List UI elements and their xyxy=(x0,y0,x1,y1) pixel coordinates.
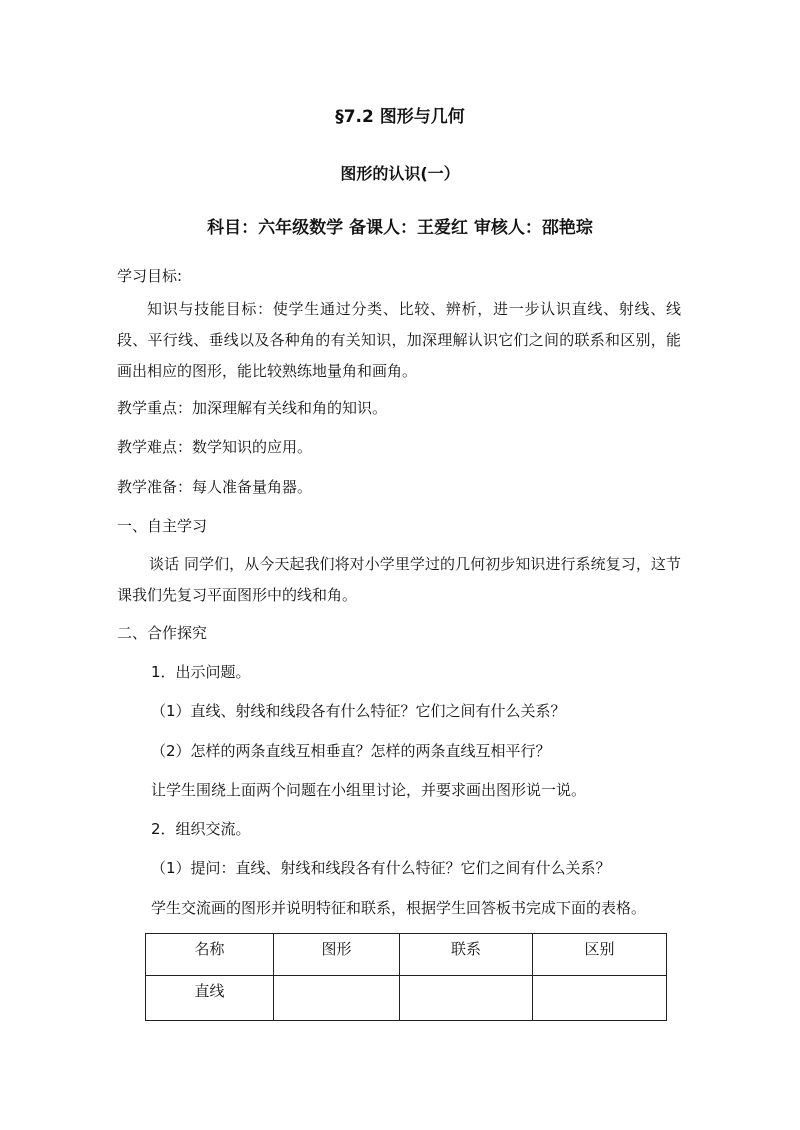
talk-paragraph: 谈话 同学们，从今天起我们将对小学里学过的几何初步知识进行系统复习，这节课我们先复习平面图形中的线和角。 xyxy=(117,555,681,604)
question-2: （2）怎样的两条直线互相垂直？怎样的两条直线互相平行？ xyxy=(151,742,551,760)
teacher-question: （1）提问：直线、射线和线段各有什么特征？它们之间有什么关系？ xyxy=(151,859,611,877)
lines-comparison-table xyxy=(145,933,667,1021)
step-1-show-questions: 1．出示问题。 xyxy=(151,663,251,681)
document-meta: 科目：六年级数学 备课人：王爱红 审核人：邵艳琮 xyxy=(207,218,593,238)
table-cell xyxy=(533,976,667,1021)
question-1: （1）直线、射线和线段各有什么特征？它们之间有什么关系？ xyxy=(151,702,566,720)
learning-goals-label: 学习目标: xyxy=(117,267,183,285)
document-subtitle: 图形的认识(一） xyxy=(340,164,460,183)
table-cell: 直线 xyxy=(146,976,274,1021)
table-header-cell: 名称 xyxy=(146,934,274,976)
student-exchange-instruction: 学生交流画的图形并说明特征和联系，根据学生回答板书完成下面的表格。 xyxy=(151,899,647,917)
teaching-preparation: 教学准备：每人准备量角器。 xyxy=(117,478,313,496)
table-header-cell: 联系 xyxy=(400,934,533,976)
table-header-row xyxy=(146,934,667,976)
table-cell xyxy=(400,976,533,1021)
table-cell xyxy=(274,976,400,1021)
section-heading-cooperative-exploration: 二、合作探究 xyxy=(117,624,208,642)
document-title: §7.2 图形与几何 xyxy=(335,107,465,127)
section-heading-self-study: 一、自主学习 xyxy=(117,517,208,535)
teaching-key-point: 教学重点：加深理解有关线和角的知识。 xyxy=(117,399,388,417)
table-header-cell: 区别 xyxy=(533,934,667,976)
step-2-organize-exchange: 2．组织交流。 xyxy=(151,820,251,838)
table-header-cell: 图形 xyxy=(274,934,400,976)
table-row xyxy=(146,976,667,1021)
discussion-instruction: 让学生围绕上面两个问题在小组里讨论，并要求画出图形说一说。 xyxy=(151,781,587,799)
learning-goals-paragraph: 知识与技能目标：使学生通过分类、比较、辨析，进一步认识直线、射线、线段、平行线、垂线以及各种角的有关知识，加深理解认识它们之间的联系和区别，能画出相应的图形，能比较熟练地量角和画角。 xyxy=(117,300,681,380)
teaching-difficulty: 教学难点：数学知识的应用。 xyxy=(117,438,313,456)
